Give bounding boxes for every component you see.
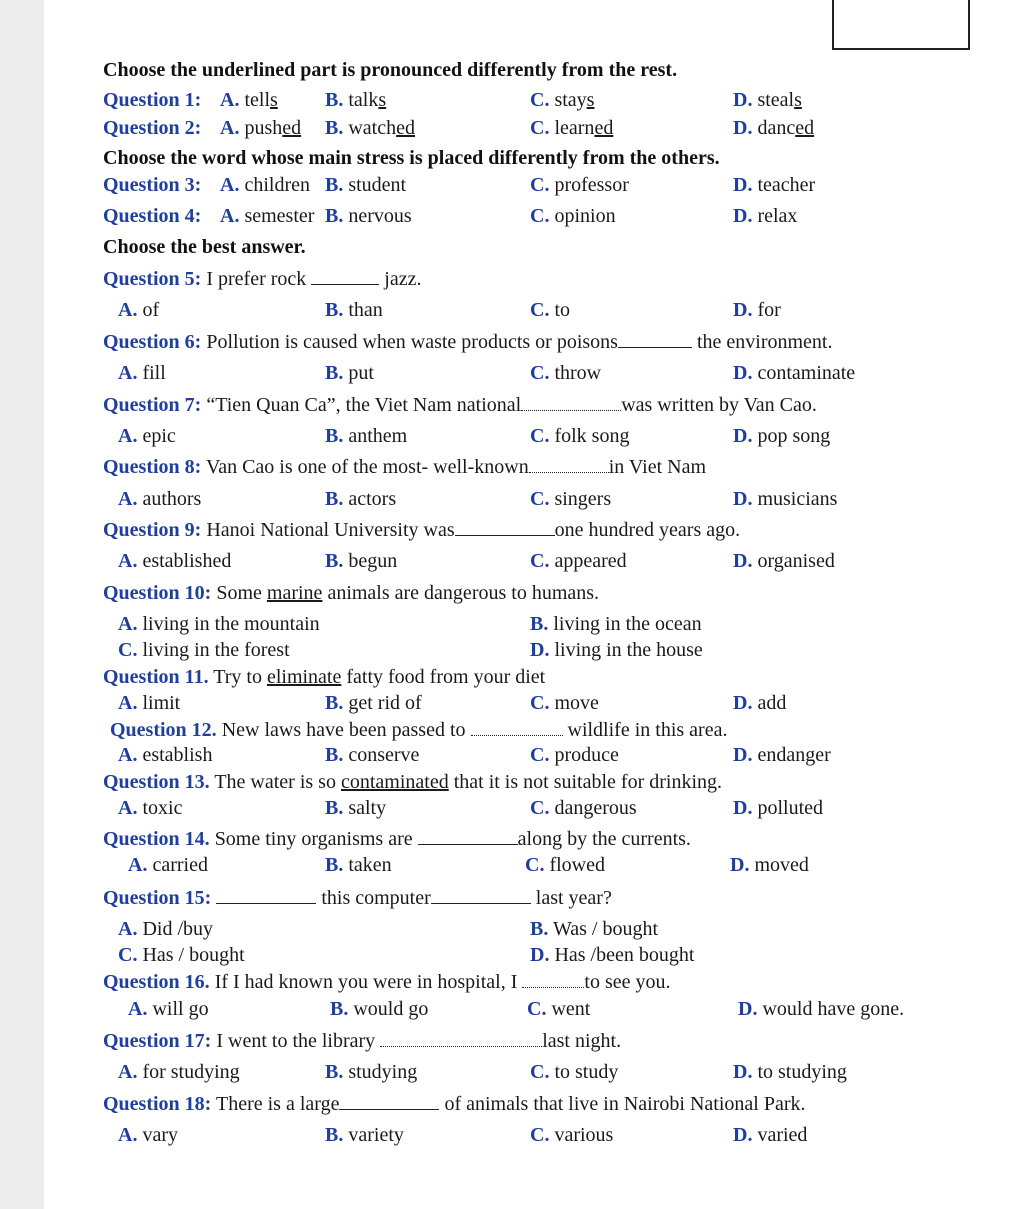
question-13: Question 13. The water is so contaminated that it is not suitable for drinking. (103, 771, 723, 793)
question-18: Question 18: There is a large of animals that live in Nairobi National Park. (103, 1093, 806, 1115)
question-4-label: Question 4: (103, 205, 202, 227)
q17-option-b[interactable]: B. studying (325, 1061, 418, 1083)
q5-option-d[interactable]: D. for (733, 299, 781, 321)
q9-option-d[interactable]: D. organised (733, 550, 835, 572)
q18-option-a[interactable]: A. vary (118, 1124, 178, 1146)
q8-option-a[interactable]: A. authors (118, 488, 202, 510)
q3-option-a[interactable]: A. children (220, 174, 310, 196)
answer-blank[interactable] (471, 719, 563, 736)
answer-blank[interactable] (618, 331, 692, 348)
q3-option-c[interactable]: C. professor (530, 174, 629, 196)
q16-option-b[interactable]: B. would go (330, 998, 429, 1020)
question-8: Question 8: Van Cao is one of the most- well-known in Viet Nam (103, 456, 707, 478)
answer-blank[interactable] (529, 456, 609, 473)
question-6: Question 6: Pollution is caused when waste products or poisons the environment. (103, 331, 833, 353)
q10-option-d[interactable]: D. living in the house (530, 639, 703, 661)
answer-blank[interactable] (339, 1093, 439, 1110)
q2-option-b[interactable]: B. watched (325, 117, 415, 139)
q16-option-d[interactable]: D. would have gone. (738, 998, 905, 1020)
q6-option-c[interactable]: C. throw (530, 362, 602, 384)
q3-option-b[interactable]: B. student (325, 174, 407, 196)
q10-option-b[interactable]: B. living in the ocean (530, 613, 702, 635)
question-2-label: Question 2: (103, 117, 202, 139)
answer-blank[interactable] (311, 268, 379, 285)
q7-option-d[interactable]: D. pop song (733, 425, 831, 447)
answer-blank[interactable] (418, 828, 518, 845)
section-heading-stress: Choose the word whose main stress is placed differently from the others. (103, 147, 720, 169)
q4-option-b[interactable]: B. nervous (325, 205, 412, 227)
q18-option-b[interactable]: B. variety (325, 1124, 404, 1146)
q7-option-c[interactable]: C. folk song (530, 425, 630, 447)
q15-option-d[interactable]: D. Has /been bought (530, 944, 695, 966)
question-11: Question 11. Try to eliminate fatty food from your diet (103, 666, 546, 688)
q7-option-b[interactable]: B. anthem (325, 425, 408, 447)
q12-option-b[interactable]: B. conserve (325, 744, 420, 766)
answer-blank[interactable] (216, 887, 316, 904)
q17-option-d[interactable]: D. to studying (733, 1061, 847, 1083)
answer-blank[interactable] (455, 519, 555, 536)
section-heading-pronunciation: Choose the underlined part is pronounced differently from the rest. (103, 59, 678, 81)
answer-blank[interactable] (380, 1030, 542, 1047)
question-12: Question 12. New laws have been passed to wildlife in this area. (110, 719, 728, 741)
question-1-label: Question 1: (103, 89, 202, 111)
q9-option-a[interactable]: A. established (118, 550, 232, 572)
question-14: Question 14. Some tiny organisms are along by the currents. (103, 828, 691, 850)
q14-option-c[interactable]: C. flowed (525, 854, 605, 876)
q2-option-c[interactable]: C. learned (530, 117, 614, 139)
section-heading-best-answer: Choose the best answer. (103, 236, 306, 258)
q12-option-d[interactable]: D. endanger (733, 744, 831, 766)
q13-option-b[interactable]: B. salty (325, 797, 387, 819)
q2-option-d[interactable]: D. danced (733, 117, 815, 139)
q4-option-d[interactable]: D. relax (733, 205, 798, 227)
answer-blank[interactable] (521, 394, 621, 411)
q10-option-a[interactable]: A. living in the mountain (118, 613, 320, 635)
q12-option-c[interactable]: C. produce (530, 744, 619, 766)
q6-option-d[interactable]: D. contaminate (733, 362, 856, 384)
q8-option-c[interactable]: C. singers (530, 488, 612, 510)
q14-option-b[interactable]: B. taken (325, 854, 392, 876)
question-3-label: Question 3: (103, 174, 202, 196)
q11-option-b[interactable]: B. get rid of (325, 692, 422, 714)
q13-option-d[interactable]: D. polluted (733, 797, 823, 819)
question-9: Question 9: Hanoi National University was one hundred years ago. (103, 519, 741, 541)
q9-option-b[interactable]: B. begun (325, 550, 398, 572)
q18-option-c[interactable]: C. various (530, 1124, 614, 1146)
question-7: Question 7: “Tien Quan Ca”, the Viet Nam national was written by Van Cao. (103, 394, 817, 416)
q8-option-b[interactable]: B. actors (325, 488, 397, 510)
q6-option-b[interactable]: B. put (325, 362, 374, 384)
q7-option-a[interactable]: A. epic (118, 425, 176, 447)
q1-option-d[interactable]: D. steals (733, 89, 802, 111)
q5-option-b[interactable]: B. than (325, 299, 383, 321)
q15-option-b[interactable]: B. Was / bought (530, 918, 659, 940)
q4-option-c[interactable]: C. opinion (530, 205, 616, 227)
q17-option-a[interactable]: A. for studying (118, 1061, 240, 1083)
q12-option-a[interactable]: A. establish (118, 744, 213, 766)
answer-blank[interactable] (522, 971, 584, 988)
score-box (832, 0, 970, 50)
question-10: Question 10: Some marine animals are dangerous to humans. (103, 582, 600, 604)
q3-option-d[interactable]: D. teacher (733, 174, 816, 196)
q13-option-c[interactable]: C. dangerous (530, 797, 637, 819)
q18-option-d[interactable]: D. varied (733, 1124, 808, 1146)
q16-option-c[interactable]: C. went (527, 998, 591, 1020)
q6-option-a[interactable]: A. fill (118, 362, 166, 384)
q10-option-c[interactable]: C. living in the forest (118, 639, 290, 661)
answer-blank[interactable] (431, 887, 531, 904)
q15-option-c[interactable]: C. Has / bought (118, 944, 245, 966)
q9-option-c[interactable]: C. appeared (530, 550, 627, 572)
q17-option-c[interactable]: C. to study (530, 1061, 619, 1083)
q8-option-d[interactable]: D. musicians (733, 488, 838, 510)
q1-option-c[interactable]: C. stays (530, 89, 595, 111)
q13-option-a[interactable]: A. toxic (118, 797, 183, 819)
question-16: Question 16. If I had known you were in hospital, I to see you. (103, 971, 671, 993)
q5-option-a[interactable]: A. of (118, 299, 160, 321)
q2-option-a[interactable]: A. pushed (220, 117, 302, 139)
q16-option-a[interactable]: A. will go (128, 998, 209, 1020)
q15-option-a[interactable]: A. Did /buy (118, 918, 214, 940)
q5-option-c[interactable]: C. to (530, 299, 571, 321)
q14-option-d[interactable]: D. moved (730, 854, 809, 876)
question-17: Question 17: I went to the library last night. (103, 1030, 622, 1052)
question-15: Question 15: this computer last year? (103, 887, 612, 909)
q4-option-a[interactable]: A. semester (220, 205, 315, 227)
q11-option-a[interactable]: A. limit (118, 692, 181, 714)
q11-option-d[interactable]: D. add (733, 692, 787, 714)
question-5: Question 5: I prefer rock jazz. (103, 268, 422, 290)
q1-option-b[interactable]: B. talks (325, 89, 387, 111)
q1-option-a[interactable]: A. tells (220, 89, 278, 111)
q14-option-a[interactable]: A. carried (128, 854, 208, 876)
q11-option-c[interactable]: C. move (530, 692, 599, 714)
